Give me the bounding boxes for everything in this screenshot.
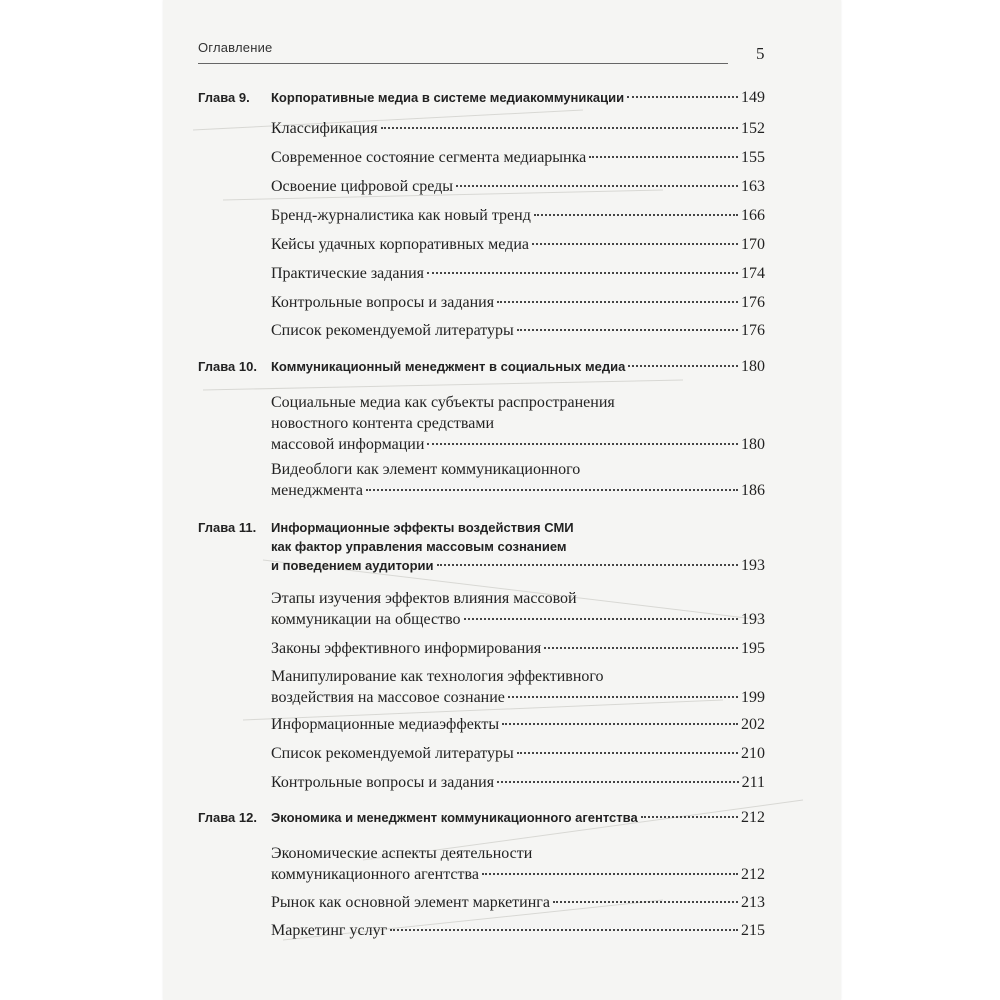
page-ref: 199 [741, 689, 765, 706]
section-title: Контрольные вопросы и задания [271, 294, 495, 311]
toc-section[interactable] [271, 320, 765, 341]
toc-chapter-10[interactable] [198, 357, 765, 376]
page-ref: 176 [741, 294, 765, 311]
dot-leader [627, 96, 738, 98]
chapter-title: Корпоративные медиа в системе медиакоммуникации [271, 90, 625, 105]
chapter-label: Глава 12. [198, 810, 257, 825]
toc-section[interactable] [271, 292, 765, 313]
dot-leader [482, 873, 738, 875]
dot-leader [390, 929, 738, 931]
chapter-title-line: и поведением аудитории [271, 558, 434, 573]
dot-leader [544, 647, 738, 649]
dot-leader [508, 696, 738, 698]
page-ref: 195 [741, 640, 765, 657]
page-ref: 152 [741, 120, 765, 137]
page-ref: 186 [741, 482, 765, 499]
dot-leader [641, 816, 738, 818]
section-title: Контрольные вопросы и задания [271, 774, 495, 791]
dot-leader [517, 329, 738, 331]
toc-section[interactable] [271, 234, 765, 255]
section-title-line: воздействия на массовое сознание [271, 689, 505, 706]
dot-leader [517, 752, 738, 754]
toc-section[interactable] [271, 588, 765, 630]
section-title: Информационные медиаэффекты [271, 716, 500, 733]
section-title: Список рекомендуемой литературы [271, 745, 514, 762]
section-title: Практические задания [271, 265, 425, 282]
section-title-line: менеджмента [271, 482, 363, 499]
page-ref: 212 [741, 809, 765, 826]
toc-section[interactable] [271, 666, 765, 708]
page-number: 5 [756, 44, 765, 63]
dot-leader [366, 489, 738, 491]
toc-chapter-9[interactable] [198, 88, 765, 107]
toc-section[interactable] [271, 743, 765, 764]
page-ref: 193 [741, 557, 765, 574]
section-title: Кейсы удачных корпоративных медиа [271, 236, 529, 253]
toc-section[interactable] [271, 118, 765, 139]
page-ref: 163 [741, 178, 765, 195]
dot-leader [589, 156, 738, 158]
page-ref: 166 [741, 207, 765, 224]
toc-section[interactable] [271, 392, 765, 455]
dot-leader [381, 127, 738, 129]
toc-section[interactable] [271, 843, 765, 885]
section-title: Список рекомендуемой литературы [271, 322, 514, 339]
section-title: Рынок как основной элемент маркетинга [271, 894, 550, 911]
dot-leader [437, 564, 739, 566]
dot-leader [497, 781, 739, 783]
chapter-label: Глава 10. [198, 359, 257, 374]
running-title: Оглавление [198, 40, 273, 55]
toc-chapter-12[interactable] [198, 808, 765, 827]
section-title: Освоение цифровой среды [271, 178, 454, 195]
dot-leader [456, 185, 738, 187]
section-title-line: новостного контента средствами [271, 415, 495, 432]
dot-leader [628, 365, 738, 367]
dot-leader [502, 723, 738, 725]
section-title: Маркетинг услуг [271, 922, 388, 939]
chapter-title: Экономика и менеджмент коммуникационного агентства [271, 810, 638, 825]
toc-section[interactable] [271, 263, 765, 284]
chapter-label: Глава 11. [198, 520, 257, 535]
toc-section[interactable] [271, 892, 765, 913]
section-title-line: коммуникации на общество [271, 611, 461, 628]
section-title-line: Экономические аспекты деятельности [271, 845, 533, 862]
page-ref: 202 [741, 716, 765, 733]
section-title: Бренд-журналистика как новый тренд [271, 207, 531, 224]
section-title-line: Этапы изучения эффектов влияния массовой [271, 590, 577, 607]
toc-section[interactable] [271, 714, 765, 735]
dot-leader [464, 618, 738, 620]
toc-chapter-11[interactable] [198, 518, 765, 575]
dot-leader [532, 243, 738, 245]
section-title-line: массовой информации [271, 436, 425, 453]
page-ref: 210 [741, 745, 765, 762]
page-ref: 170 [741, 236, 765, 253]
page-ref: 211 [741, 774, 765, 791]
chapter-title-line: как фактор управления массовым сознанием [271, 539, 567, 554]
section-title-line: Манипулирование как технология эффективного [271, 668, 604, 685]
section-title-line: Видеоблоги как элемент коммуникационного [271, 461, 581, 478]
section-title: Современное состояние сегмента медиарынка [271, 149, 587, 166]
section-title-line: Социальные медиа как субъекты распространения [271, 394, 615, 411]
page-ref: 176 [741, 322, 765, 339]
toc-section[interactable] [271, 147, 765, 168]
page-ref: 174 [741, 265, 765, 282]
toc-section[interactable] [271, 772, 765, 793]
page-ref: 155 [741, 149, 765, 166]
toc-section[interactable] [271, 459, 765, 501]
page-ref: 180 [741, 436, 765, 453]
dot-leader [553, 901, 738, 903]
chapter-title-line: Информационные эффекты воздействия СМИ [271, 520, 574, 535]
section-title-line: коммуникационного агентства [271, 866, 479, 883]
page-ref: 193 [741, 611, 765, 628]
dot-leader [497, 301, 738, 303]
section-title: Классификация [271, 120, 378, 137]
dot-leader [534, 214, 738, 216]
dot-leader [427, 443, 738, 445]
section-title: Законы эффективного информирования [271, 640, 542, 657]
toc-section[interactable] [271, 920, 765, 941]
page-ref: 212 [741, 866, 765, 883]
chapter-title: Коммуникационный менеджмент в социальных медиа [271, 359, 626, 374]
page-ref: 215 [741, 922, 765, 939]
page-ref: 213 [741, 894, 765, 911]
page-ref: 180 [741, 358, 765, 375]
page-ref: 149 [741, 89, 765, 106]
toc-section[interactable] [271, 176, 765, 197]
toc-section[interactable] [271, 638, 765, 659]
chapter-label: Глава 9. [198, 90, 250, 105]
dot-leader [427, 272, 738, 274]
toc-section[interactable] [271, 205, 765, 226]
